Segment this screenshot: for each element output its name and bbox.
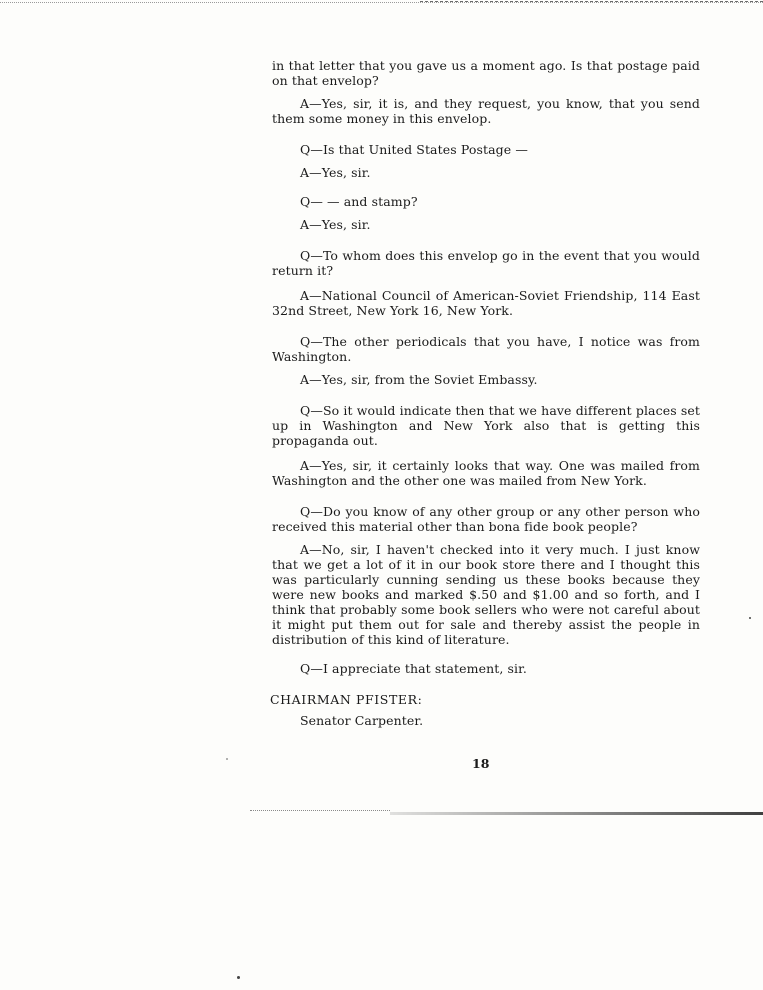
transcript-paragraph: A—Yes, sir, it certainly looks that way. One was mailed from Washington and the other one was mailed from New York. — [272, 458, 700, 488]
transcript-paragraph: Q—The other periodicals that you have, I notice was from Washington. — [272, 334, 700, 364]
transcript-paragraph: Q—To whom does this envelop go in the event that you would return it? — [272, 248, 700, 278]
transcript-paragraph: in that letter that you gave us a moment ago. Is that postage paid on that envelop? — [272, 58, 700, 88]
bottom-edge-rule — [390, 812, 763, 815]
transcript-paragraph: Q—So it would indicate then that we have different places set up in Washington and New York also that is getting this propaganda out. — [272, 403, 700, 448]
scan-speck — [226, 758, 228, 760]
transcript-paragraph: A—National Council of American-Soviet Friendship, 114 East 32nd Street, New York 16, New York. — [272, 288, 700, 318]
transcript-paragraph: A—Yes, sir, it is, and they request, you know, that you send them some money in this envelop. — [272, 96, 700, 126]
transcript-paragraph: A—Yes, sir. — [300, 217, 371, 232]
transcript-paragraph: A—No, sir, I haven't checked into it very much. I just know that we get a lot of it in our book store there and I thought this was particularly cunning sending us these books because they were new books and marked $.50 and $1.00 and so forth, and I think that probably some book sellers who were not careful about it might put them out for sale and thereby assist the people in distribution of this kind of literature. — [272, 542, 700, 647]
bottom-edge-dots — [250, 810, 390, 811]
speaker-heading: CHAIRMAN PFISTER: — [270, 692, 423, 707]
transcript-paragraph: Q—I appreciate that statement, sir. — [300, 661, 527, 676]
page-number: 18 — [472, 756, 490, 771]
top-edge-rule-dark — [420, 1, 763, 4]
transcript-paragraph: A—Yes, sir. — [300, 165, 371, 180]
transcript-paragraph: A—Yes, sir, from the Soviet Embassy. — [300, 372, 538, 387]
transcript-paragraph: Q—Is that United States Postage — — [300, 142, 528, 157]
transcript-paragraph: Q— — and stamp? — [300, 194, 418, 209]
scan-speck — [237, 976, 240, 979]
speaker-line: Senator Carpenter. — [300, 713, 424, 728]
transcript-body — [272, 58, 700, 728]
transcript-paragraph: Q—Do you know of any other group or any other person who received this material other than bona fide book people? — [272, 504, 700, 534]
scan-speck — [749, 617, 751, 619]
